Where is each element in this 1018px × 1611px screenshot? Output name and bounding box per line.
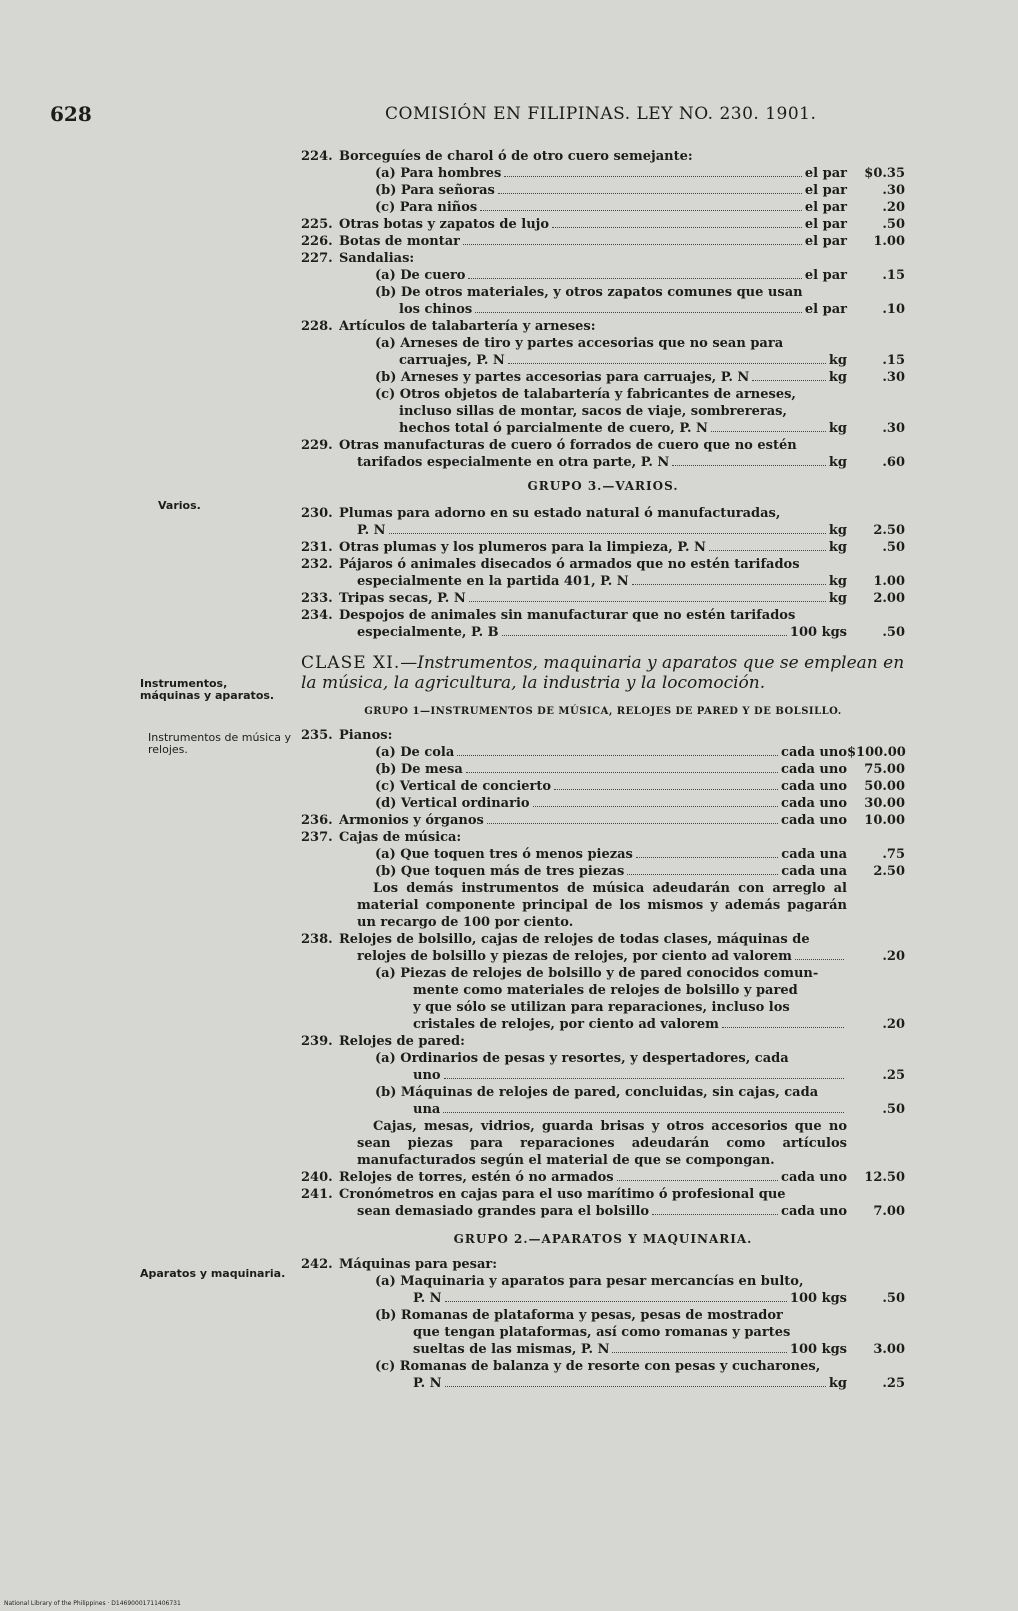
entry-238-line2: relojes de bolsillo y piezas de relojes, por ciento ad valorem .20 [357,949,905,964]
entry-242c-line2: P. N kg .25 [413,1376,905,1391]
class-xi-title: —Instrumentos, maquinaria y aparatos que se emplean en la música, la agricultura, la industria y la locomoción. [301,653,905,693]
entry-242c-line1: (c) Romanas de balanza y de resorte con pesas y cucharones, [375,1359,821,1374]
class-xi-heading [301,653,905,693]
scan-footer: National Library of the Philippines · D14690001711406731 [4,1600,181,1607]
entry-231: 231. Otras plumas y los plumeros para la limpieza, P. N kg .50 [301,540,905,555]
entry-232-line2: especialmente en la partida 401, P. N kg 1.00 [357,574,905,589]
entry-238a-line1: (a) Piezas de relojes de bolsillo y de pared conocidos comun- [375,966,819,981]
entry-229-line2: tarifados especialmente en otra parte, P. N kg .60 [357,455,905,470]
entry-224c: (c) Para niños el par .20 [375,200,905,215]
entry-224b: (b) Para señoras el par .30 [375,183,905,198]
group-3-heading: GRUPO 3.—VARIOS. [527,479,679,493]
entry-235a: (a) De cola cada uno $100.00 [375,745,906,760]
entry-225: 225. Otras botas y zapatos de lujo el par .50 [301,217,905,232]
entry-233: 233. Tripas secas, P. N kg 2.00 [301,591,905,606]
tariff-column [301,148,905,1392]
entry-241-line2: sean demasiado grandes para el bolsillo cada uno 7.00 [357,1204,905,1219]
entry-237: 237. Cajas de música: [301,830,462,845]
sidenote-instrumentos: Instrumentos, máquinas y aparatos. [140,677,275,702]
entry-226: 226. Botas de montar el par 1.00 [301,234,905,249]
entry-242b-line2: que tengan plataformas, así como romanas y partes [413,1325,791,1340]
entry-238a-line4: cristales de relojes, por ciento ad valorem .20 [413,1017,905,1032]
page-running-title: COMISIÓN EN FILIPINAS. LEY NO. 230. 1901. [385,104,817,124]
entry-236: 236. Armonios y órganos cada uno 10.00 [301,813,905,828]
entry-227a: (a) De cuero el par .15 [375,268,905,283]
entry-242a-line1: (a) Maquinaria y aparatos para pesar mercancías en bulto, [375,1274,804,1289]
class-xi-label: CLASE XI. [301,653,401,673]
entry-239b-line2: una .50 [413,1102,905,1117]
entry-239a-line2: uno .25 [413,1068,905,1083]
group-2-heading: GRUPO 2.—APARATOS Y MAQUINARIA. [453,1232,753,1246]
entry-228c-line2: incluso sillas de montar, sacos de viaje, sombrereras, [399,404,787,419]
sidenote-varios: Varios. [158,499,201,512]
entry-238a-line3: y que sólo se utilizan para reparaciones, incluso los [413,1000,790,1015]
entry-237a: (a) Que toquen tres ó menos piezas cada una .75 [375,847,905,862]
entry-240: 240. Relojes de torres, estén ó no armados cada uno 12.50 [301,1170,905,1185]
entry-227: 227. Sandalias: [301,251,415,266]
entry-235b: (b) De mesa cada uno 75.00 [375,762,905,777]
entry-228a-line1: (a) Arneses de tiro y partes accesorias que no sean para [375,336,784,351]
entry-227b-line1: (b) De otros materiales, y otros zapatos comunes que usan [375,285,803,300]
entry-224a: (a) Para hombres el par $0.35 [375,166,905,181]
entry-237b: (b) Que toquen más de tres piezas cada una 2.50 [375,864,905,879]
entry-224: 224. Borceguíes de charol ó de otro cuero semejante: [301,149,693,164]
sidenote-aparatos: Aparatos y maquinaria. [140,1267,286,1280]
entry-242: 242. Máquinas para pesar: [301,1257,498,1272]
sidenote-musica: Instrumentos de música y relojes. [148,731,291,756]
entry-228c-line1: (c) Otros objetos de talabartería y fabricantes de arneses, [375,387,796,402]
entry-228: 228. Artículos de talabartería y arneses: [301,319,596,334]
entry-232-line1: 232. Pájaros ó animales disecados ó armados que no estén tarifados [301,557,800,572]
group-1-heading: GRUPO 1—INSTRUMENTOS DE MÚSICA, RELOJES DE PARED Y DE BOLSILLO. [364,706,842,717]
entry-228b: (b) Arneses y partes accesorias para carruajes, P. N kg .30 [375,370,905,385]
entry-234-line2: especialmente, P. B 100 kgs .50 [357,625,905,640]
entry-242b-line1: (b) Romanas de plataforma y pesas, pesas de mostrador [375,1308,783,1323]
entry-230-line1: 230. Plumas para adorno en su estado natural ó manufacturadas, [301,506,781,521]
entry-228c-line3: hechos total ó parcialmente de cuero, P. N kg .30 [399,421,905,436]
note-239: Cajas, mesas, vidrios, guarda brisas y otros accesorios que no sean piezas para reparaciones adeudarán como artículos manufacturados según el material de que se compongan. [357,1119,847,1168]
entry-235d: (d) Vertical ordinario cada uno 30.00 [375,796,905,811]
entry-242a-line2: P. N 100 kgs .50 [413,1291,905,1306]
entry-239a-line1: (a) Ordinarios de pesas y resortes, y despertadores, cada [375,1051,789,1066]
entry-235c: (c) Vertical de concierto cada uno 50.00 [375,779,905,794]
entry-241-line1: 241. Cronómetros en cajas para el uso marítimo ó profesional que [301,1187,786,1202]
page-number: 628 [50,102,92,126]
entry-238-line1: 238. Relojes de bolsillo, cajas de relojes de todas clases, máquinas de [301,932,810,947]
note-237: Los demás instrumentos de música adeudarán con arreglo al material componente principal de los mismos y además pagarán un recargo de 100 por ciento. [357,881,847,930]
entry-235: 235. Pianos: [301,728,393,743]
entry-242b-line3: sueltas de las mismas, P. N 100 kgs 3.00 [413,1342,905,1357]
entry-238a-line2: mente como materiales de relojes de bolsillo y pared [413,983,798,998]
entry-239b-line1: (b) Máquinas de relojes de pared, concluidas, sin cajas, cada [375,1085,819,1100]
entry-229-line1: 229. Otras manufacturas de cuero ó forrados de cuero que no estén [301,438,797,453]
entry-234-line1: 234. Despojos de animales sin manufacturar que no estén tarifados [301,608,796,623]
entry-239: 239. Relojes de pared: [301,1034,465,1049]
entry-228a-line2: carruajes, P. N kg .15 [399,353,905,368]
entry-227b-line2: los chinos el par .10 [399,302,905,317]
entry-230-line2: P. N kg 2.50 [357,523,905,538]
